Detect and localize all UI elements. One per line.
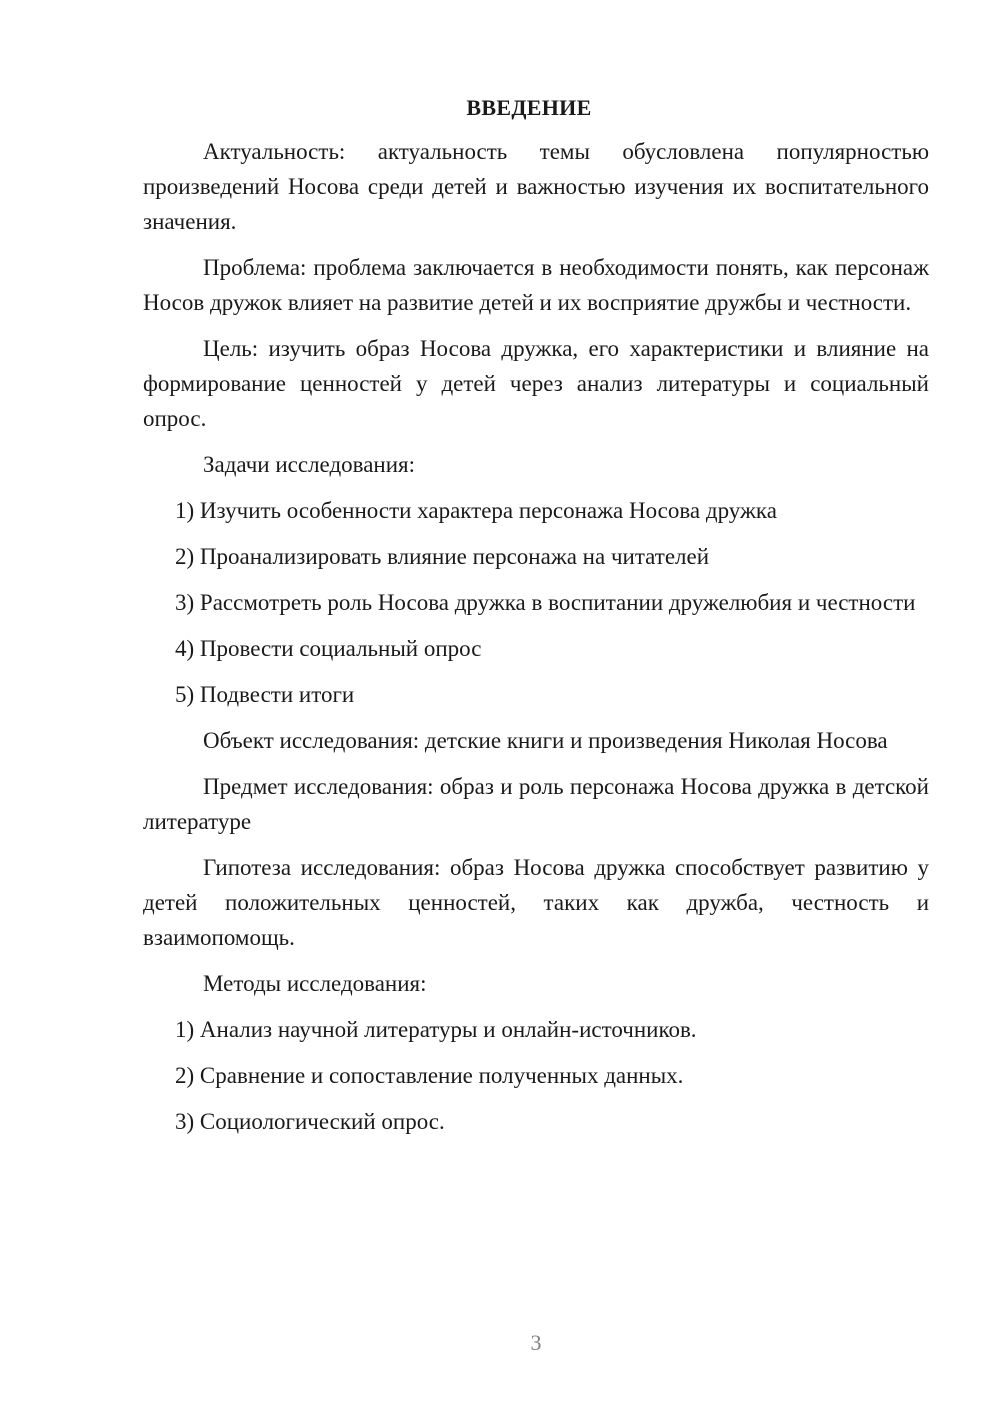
paragraph-hypothesis: Гипотеза исследования: образ Носова дружка способствует развитию у детей положительных ценностей, таких как дружба, честность и взаимопомощь. — [143, 855, 929, 950]
task-item-5: 5) Подвести итоги — [175, 682, 355, 707]
task-item-1: 1) Изучить особенности характера персонажа Носова дружка — [175, 498, 777, 523]
task-item-2: 2) Проанализировать влияние персонажа на читателей — [175, 544, 710, 569]
tasks-heading: Задачи исследования: — [203, 452, 416, 477]
method-item-3: 3) Социологический опрос. — [175, 1109, 445, 1134]
page-number: 3 — [530, 1330, 542, 1355]
task-item-4: 4) Провести социальный опрос — [175, 636, 482, 661]
paragraph-problem: Проблема: проблема заключается в необходимости понять, как персонаж Носов дружок влияет на развитие детей и их восприятие дружбы и честности. — [143, 255, 929, 315]
paragraph-relevance: Актуальность: актуальность темы обусловлена популярностью произведений Носова среди детей и важностью изучения их воспитательного значения. — [143, 139, 929, 234]
methods-heading: Методы исследования: — [203, 971, 427, 996]
paragraph-subject: Предмет исследования: образ и роль персонажа Носова дружка в детской литературе — [143, 774, 929, 834]
document-body — [143, 90, 929, 1150]
method-item-1: 1) Анализ научной литературы и онлайн-источников. — [175, 1017, 697, 1042]
task-item-3: 3) Рассмотреть роль Носова дружка в воспитании дружелюбия и честности — [175, 590, 916, 615]
section-title: ВВЕДЕНИЕ — [466, 95, 592, 120]
paragraph-object: Объект исследования: детские книги и произведения Николая Носова — [203, 728, 888, 753]
paragraph-goal: Цель: изучить образ Носова дружка, его характеристики и влияние на формирование ценностей у детей через анализ литературы и социальный опрос. — [143, 336, 929, 431]
method-item-2: 2) Сравнение и сопоставление полученных данных. — [175, 1063, 684, 1088]
